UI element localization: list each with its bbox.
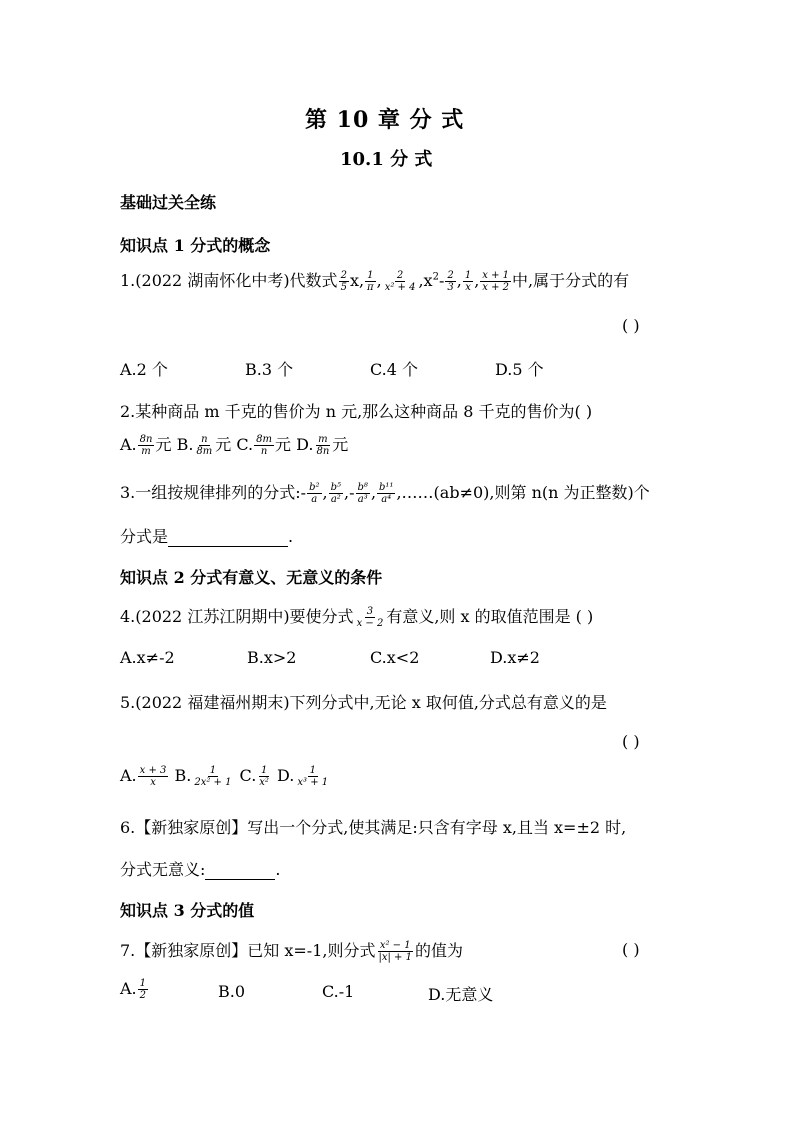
fraction: $\frac{2}{\text{x² + 4}}$ [384, 270, 416, 293]
q4-option-b: B.x>2 [247, 648, 297, 667]
q4-option-d: D.x≠2 [490, 648, 540, 667]
q7-answer-paren: ( ) [622, 940, 640, 959]
q7-option-b: B.0 [218, 982, 246, 1001]
question-3: 3.一组按规律排列的分式:- $\frac{\text{b²}}{a}$ , $\frac{\text{b⁵}}{\text{a²}}$ ,- $\frac{\text{b⁸}}{\text{a³}}$ , $\frac{\text{b¹¹}}{\text{a⁴}}$ ,……(ab≠0),则第 n(n 为正整数)个 [120, 482, 650, 505]
q3-line-2: 分式是 . [120, 527, 294, 546]
answer-blank[interactable] [205, 863, 275, 880]
question-1: 1.(2022 湖南怀化中考)代数式 $\frac{2}{5}$ x, $\frac{1}{\pi}$ , $\frac{2}{\text{x² + 4}}$ $,x^2-$ $\frac{2}{3}$ , $\frac{1}{x}$ , $\frac{x + 1}{x + 2}$ 中,属于分式的有 [120, 270, 630, 293]
q1-answer-paren: ( ) [622, 316, 640, 335]
fraction: $\frac{x + 1}{x + 2}$ [482, 270, 510, 293]
knowledge-point-2: 知识点 2 分式有意义、无意义的条件 [120, 568, 383, 587]
knowledge-point-3: 知识点 3 分式的值 [120, 901, 255, 920]
fraction: $\frac{n}{8m}$ [196, 434, 213, 457]
fraction: $\frac{1}{\text{x²}}$ [259, 765, 269, 788]
question-2: 2.某种商品 m 千克的售价为 n 元,那么这种商品 8 千克的售价为( ) [120, 402, 593, 421]
q7-option-d: D.无意义 [428, 985, 494, 1004]
q1-option-b: B.3 个 [245, 360, 294, 379]
q4-option-c: C.x<2 [370, 648, 420, 667]
question-4: 4.(2022 江苏江阴期中)要使分式 $\frac{3}{x - 2}$ 有意义,则 x 的取值范围是 ( ) [120, 606, 594, 629]
fraction: $\frac{\text{x² − 1}}{|x| + 1}$ [378, 940, 412, 963]
q1-prefix: 1.(2022 湖南怀化中考)代数式 [120, 271, 338, 290]
question-7: 7.【新独家原创】已知 x=-1,则分式 $\frac{\text{x² − 1}}{|x| + 1}$ 的值为 [120, 940, 463, 963]
knowledge-point-1: 知识点 1 分式的概念 [120, 236, 271, 255]
fraction: $\frac{1}{\pi}$ [367, 270, 374, 293]
fraction: $\frac{1}{\text{2x² + 1}}$ [194, 765, 232, 788]
fraction: $\frac{m}{8n}$ [316, 434, 330, 457]
chapter-title: 第 10 章 分 式 [305, 107, 465, 133]
q5-options: A. $\frac{x + 3}{x}$ B. $\frac{1}{\text{2x² + 1}}$ C. $\frac{1}{\text{x²}}$ D. $\frac{1}{\text{x³ + 1}}$ [120, 765, 329, 788]
fraction: $\frac{2}{5}$ [340, 270, 347, 293]
fraction: $\frac{3}{x - 2}$ [356, 606, 384, 629]
fraction: $\frac{\text{b¹¹}}{\text{a⁴}}$ [379, 482, 394, 505]
fraction: $\frac{\text{b²}}{a}$ [309, 482, 320, 505]
section-title: 10.1 分 式 [340, 149, 433, 170]
fraction: $\frac{1}{2}$ [139, 978, 147, 1001]
fraction: $\frac{1}{x}$ [464, 270, 472, 293]
fraction: $\frac{\text{b⁵}}{\text{a²}}$ [330, 482, 342, 505]
fraction: $\frac{8n}{m}$ [139, 434, 153, 457]
fraction: $\frac{\text{b⁸}}{\text{a³}}$ [357, 482, 368, 505]
q2-options: A. $\frac{8n}{m}$ 元 B. $\frac{n}{8m}$ 元 C. $\frac{8m}{n}$ 元 D. $\frac{m}{8n}$ 元 [120, 434, 349, 457]
q1-suffix: 中,属于分式的有 [512, 271, 630, 290]
fraction: $\frac{x + 3}{x}$ [139, 765, 167, 788]
fraction: $\frac{1}{\text{x³ + 1}}$ [297, 765, 329, 788]
q7-option-a: A. $\frac{1}{2}$ [120, 978, 147, 1001]
answer-blank[interactable] [168, 530, 288, 547]
question-6: 6.【新独家原创】写出一个分式,使其满足:只含有字母 x,且当 x=±2 时, [120, 818, 627, 837]
q6-line-2: 分式无意义: . [120, 860, 281, 879]
fraction: $\frac{2}{3}$ [447, 270, 454, 293]
q5-answer-paren: ( ) [622, 732, 640, 751]
fraction: $\frac{8m}{n}$ [256, 434, 272, 457]
q1-option-d: D.5 个 [495, 360, 544, 379]
q7-option-c: C.-1 [322, 982, 355, 1001]
q1-option-c: C.4 个 [370, 360, 419, 379]
section-heading-basic: 基础过关全练 [120, 193, 217, 212]
q4-option-a: A.x≠-2 [120, 648, 175, 667]
question-5: 5.(2022 福建福州期末)下列分式中,无论 x 取何值,分式总有意义的是 [120, 693, 607, 712]
q1-option-a: A.2 个 [120, 360, 168, 379]
